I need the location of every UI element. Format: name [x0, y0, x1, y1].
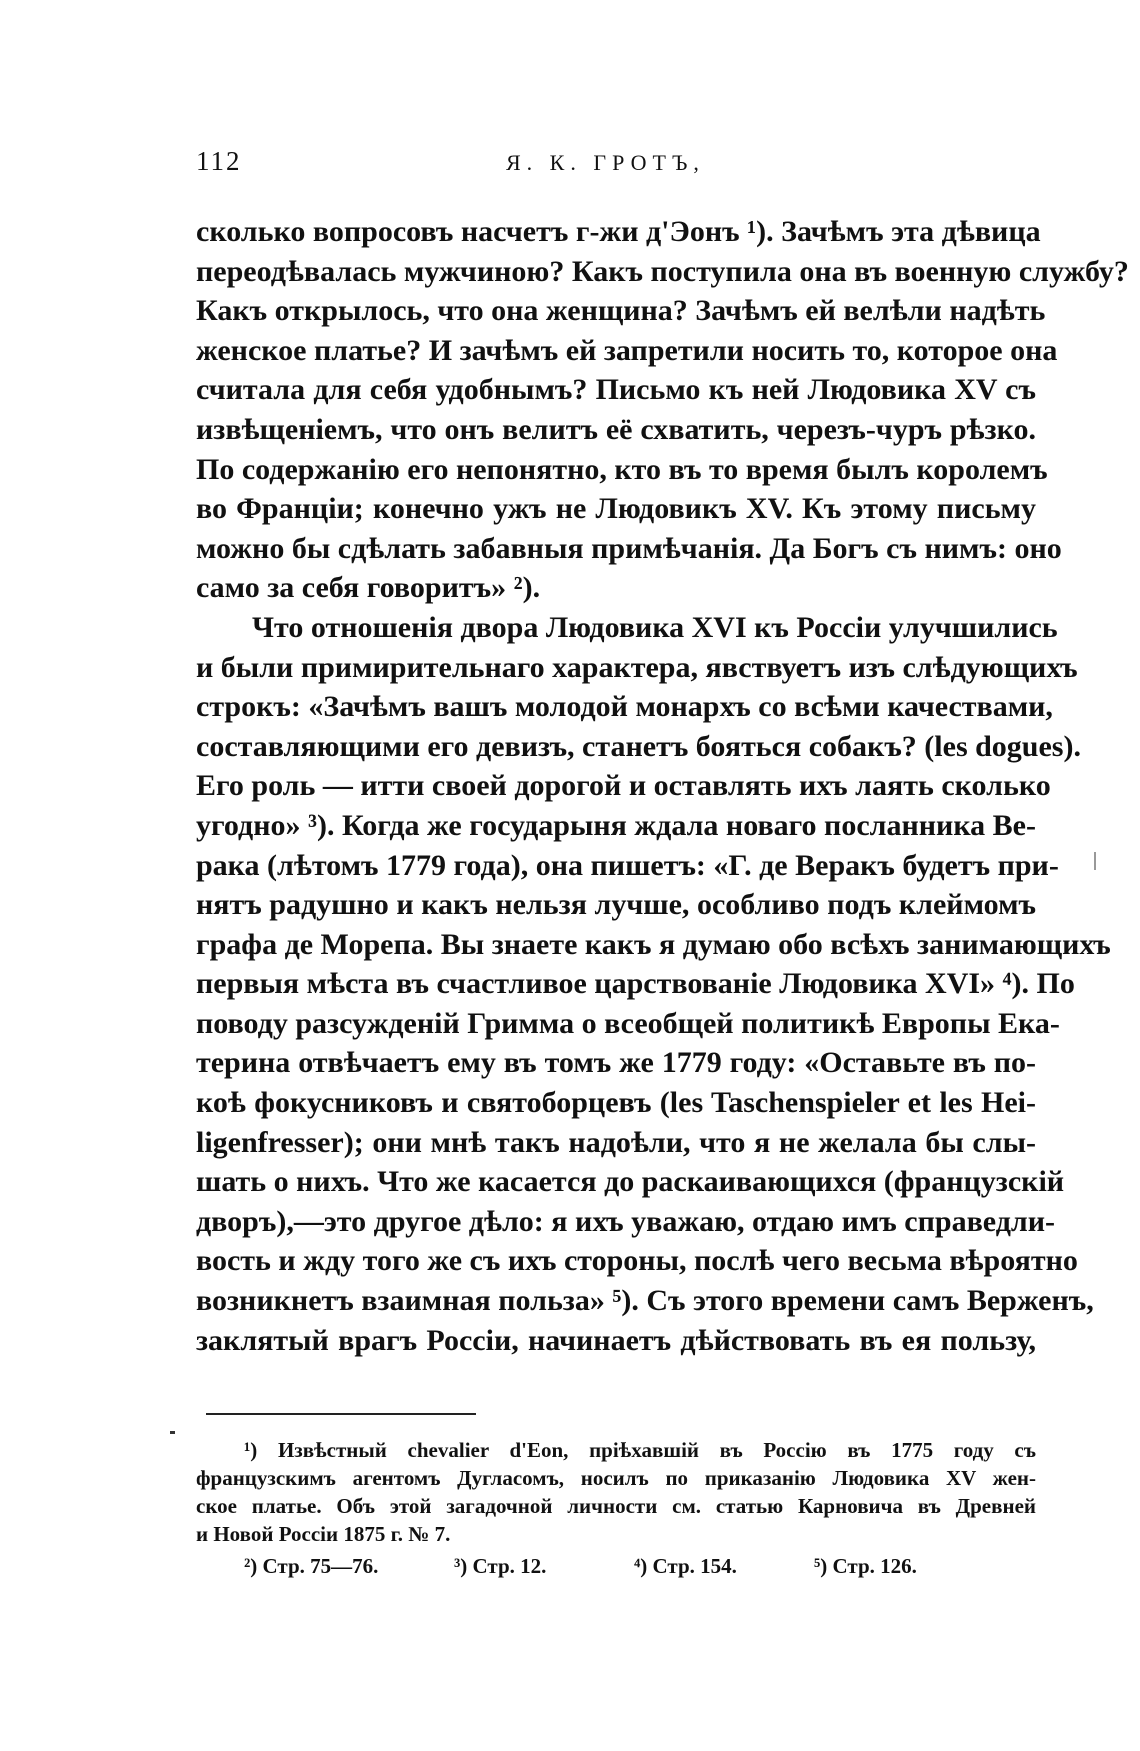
text-line: нятъ радушно и какъ нельзя лучше, особливо подъ клеймомъ — [196, 888, 1036, 922]
text-line: и были примирительнаго характера, явствуетъ изъ слѣдующихъ — [196, 650, 1078, 684]
text-line: возникнетъ взаимная польза» ⁵). Съ этого времени самъ Верженъ, — [196, 1284, 1094, 1318]
margin-mark — [1094, 852, 1096, 870]
text-line: Его роль — итти своей дорогой и оставлять ихъ лаять сколько — [196, 769, 1051, 803]
text-line: извѣщеніемъ, что онъ велитъ её схватить, черезъ-чуръ рѣзко. — [196, 412, 1036, 446]
footnotes — [196, 1436, 1036, 1548]
running-title: Я. К. ГРОТЪ, — [506, 150, 705, 175]
text-line: Какъ открылось, что она женщина? Зачѣмъ ей велѣли надѣть — [196, 294, 1046, 328]
text-line: женское платье? И зачѣмъ ей запретили носить то, которое она — [196, 333, 1058, 367]
text-line: вость и жду того же съ ихъ стороны, послѣ чего весьма вѣроятно — [196, 1244, 1078, 1278]
text-line: По содержанію его непонятно, кто въ то время былъ королемъ — [196, 452, 1048, 486]
text-line: переодѣвалась мужчиною? Какъ поступила она въ военную службу? — [196, 254, 1129, 288]
text-line: дворъ),—это другое дѣло: я ихъ уважаю, отдаю имъ справедли- — [196, 1204, 1055, 1238]
footnote-line: ¹) Извѣстный chevalier d'Eon, пріѣхавшій въ Россію въ 1775 году съ — [244, 1438, 1036, 1462]
text-line-paragraph-start: Что отношенія двора Людовика XVI къ Россіи улучшились — [252, 610, 1058, 644]
footnote-ref-4: ⁴) Стр. 154. — [634, 1554, 737, 1578]
text-line: можно бы сдѣлать забавныя примѣчанія. Да Богъ съ нимъ: оно — [196, 531, 1062, 565]
page-number: 112 — [196, 146, 242, 176]
text-line: угодно» ³). Когда же государыня ждала новаго посланника Ве- — [196, 808, 1036, 842]
footnote-ref-5: ⁵) Стр. 126. — [814, 1554, 917, 1578]
text-line: рака (лѣтомъ 1779 года), она пишетъ: «Г. де Веракъ будетъ при- — [196, 848, 1059, 882]
footnote-line: ское платье. Объ этой загадочной личности см. статью Карновича въ Древней — [196, 1494, 1036, 1518]
text-line-paragraph-end: само за себя говоритъ» ²). — [196, 571, 541, 605]
text-line: ligenfresser); они мнѣ такъ надоѣли, что я не желала бы слы- — [196, 1125, 1036, 1159]
text-line: составляющими его девизъ, станетъ бояться собакъ? (les dogues). — [196, 729, 1081, 763]
text-line: шать о нихъ. Что же касается до раскаивающихся (французскій — [196, 1165, 1065, 1199]
footnote-ref-3: ³) Стр. 12. — [454, 1554, 547, 1578]
text-line: строкъ: «Зачѣмъ вашъ молодой монархъ со всѣми качествами, — [196, 690, 1053, 724]
text-line: коѣ фокусниковъ и святоборцевъ (les Taschenspieler et les Hei- — [196, 1086, 1036, 1120]
text-line: графа де Морепа. Вы знаете какъ я думаю обо всѣхъ занимающихъ — [196, 927, 1111, 961]
footnote-references — [244, 1554, 964, 1584]
footnote-line: и Новой Россіи 1875 г. № 7. — [196, 1522, 451, 1546]
text-line: считала для себя удобнымъ? Письмо къ ней Людовика XV съ — [196, 373, 1036, 407]
main-text — [196, 212, 1129, 1360]
footnote-rule — [206, 1413, 476, 1415]
text-line: заклятый врагъ Россіи, начинаетъ дѣйствовать въ ея пользу, — [196, 1323, 1036, 1357]
footnote-line: французскимъ агентомъ Дугласомъ, носилъ по приказанію Людовика XV жен- — [196, 1466, 1036, 1490]
text-line: первыя мѣста въ счастливое царствованіе Людовика XVI» ⁴). По — [196, 967, 1075, 1001]
running-head — [196, 146, 1036, 186]
text-line: сколько вопросовъ насчетъ г-жи д'Эонъ ¹). Зачѣмъ эта дѣвица — [196, 215, 1041, 248]
text-line: поводу разсужденій Гримма о всеобщей политикѣ Европы Ека- — [196, 1006, 1060, 1040]
footnote-ref-2: ²) Стр. 75—76. — [244, 1554, 379, 1578]
print-speck — [170, 1431, 175, 1434]
text-line: терина отвѣчаетъ ему въ томъ же 1779 году: «Оставьте въ по- — [196, 1046, 1036, 1080]
text-line: во Франціи; конечно ужъ не Людовикъ XV. Къ этому письму — [196, 492, 1036, 526]
